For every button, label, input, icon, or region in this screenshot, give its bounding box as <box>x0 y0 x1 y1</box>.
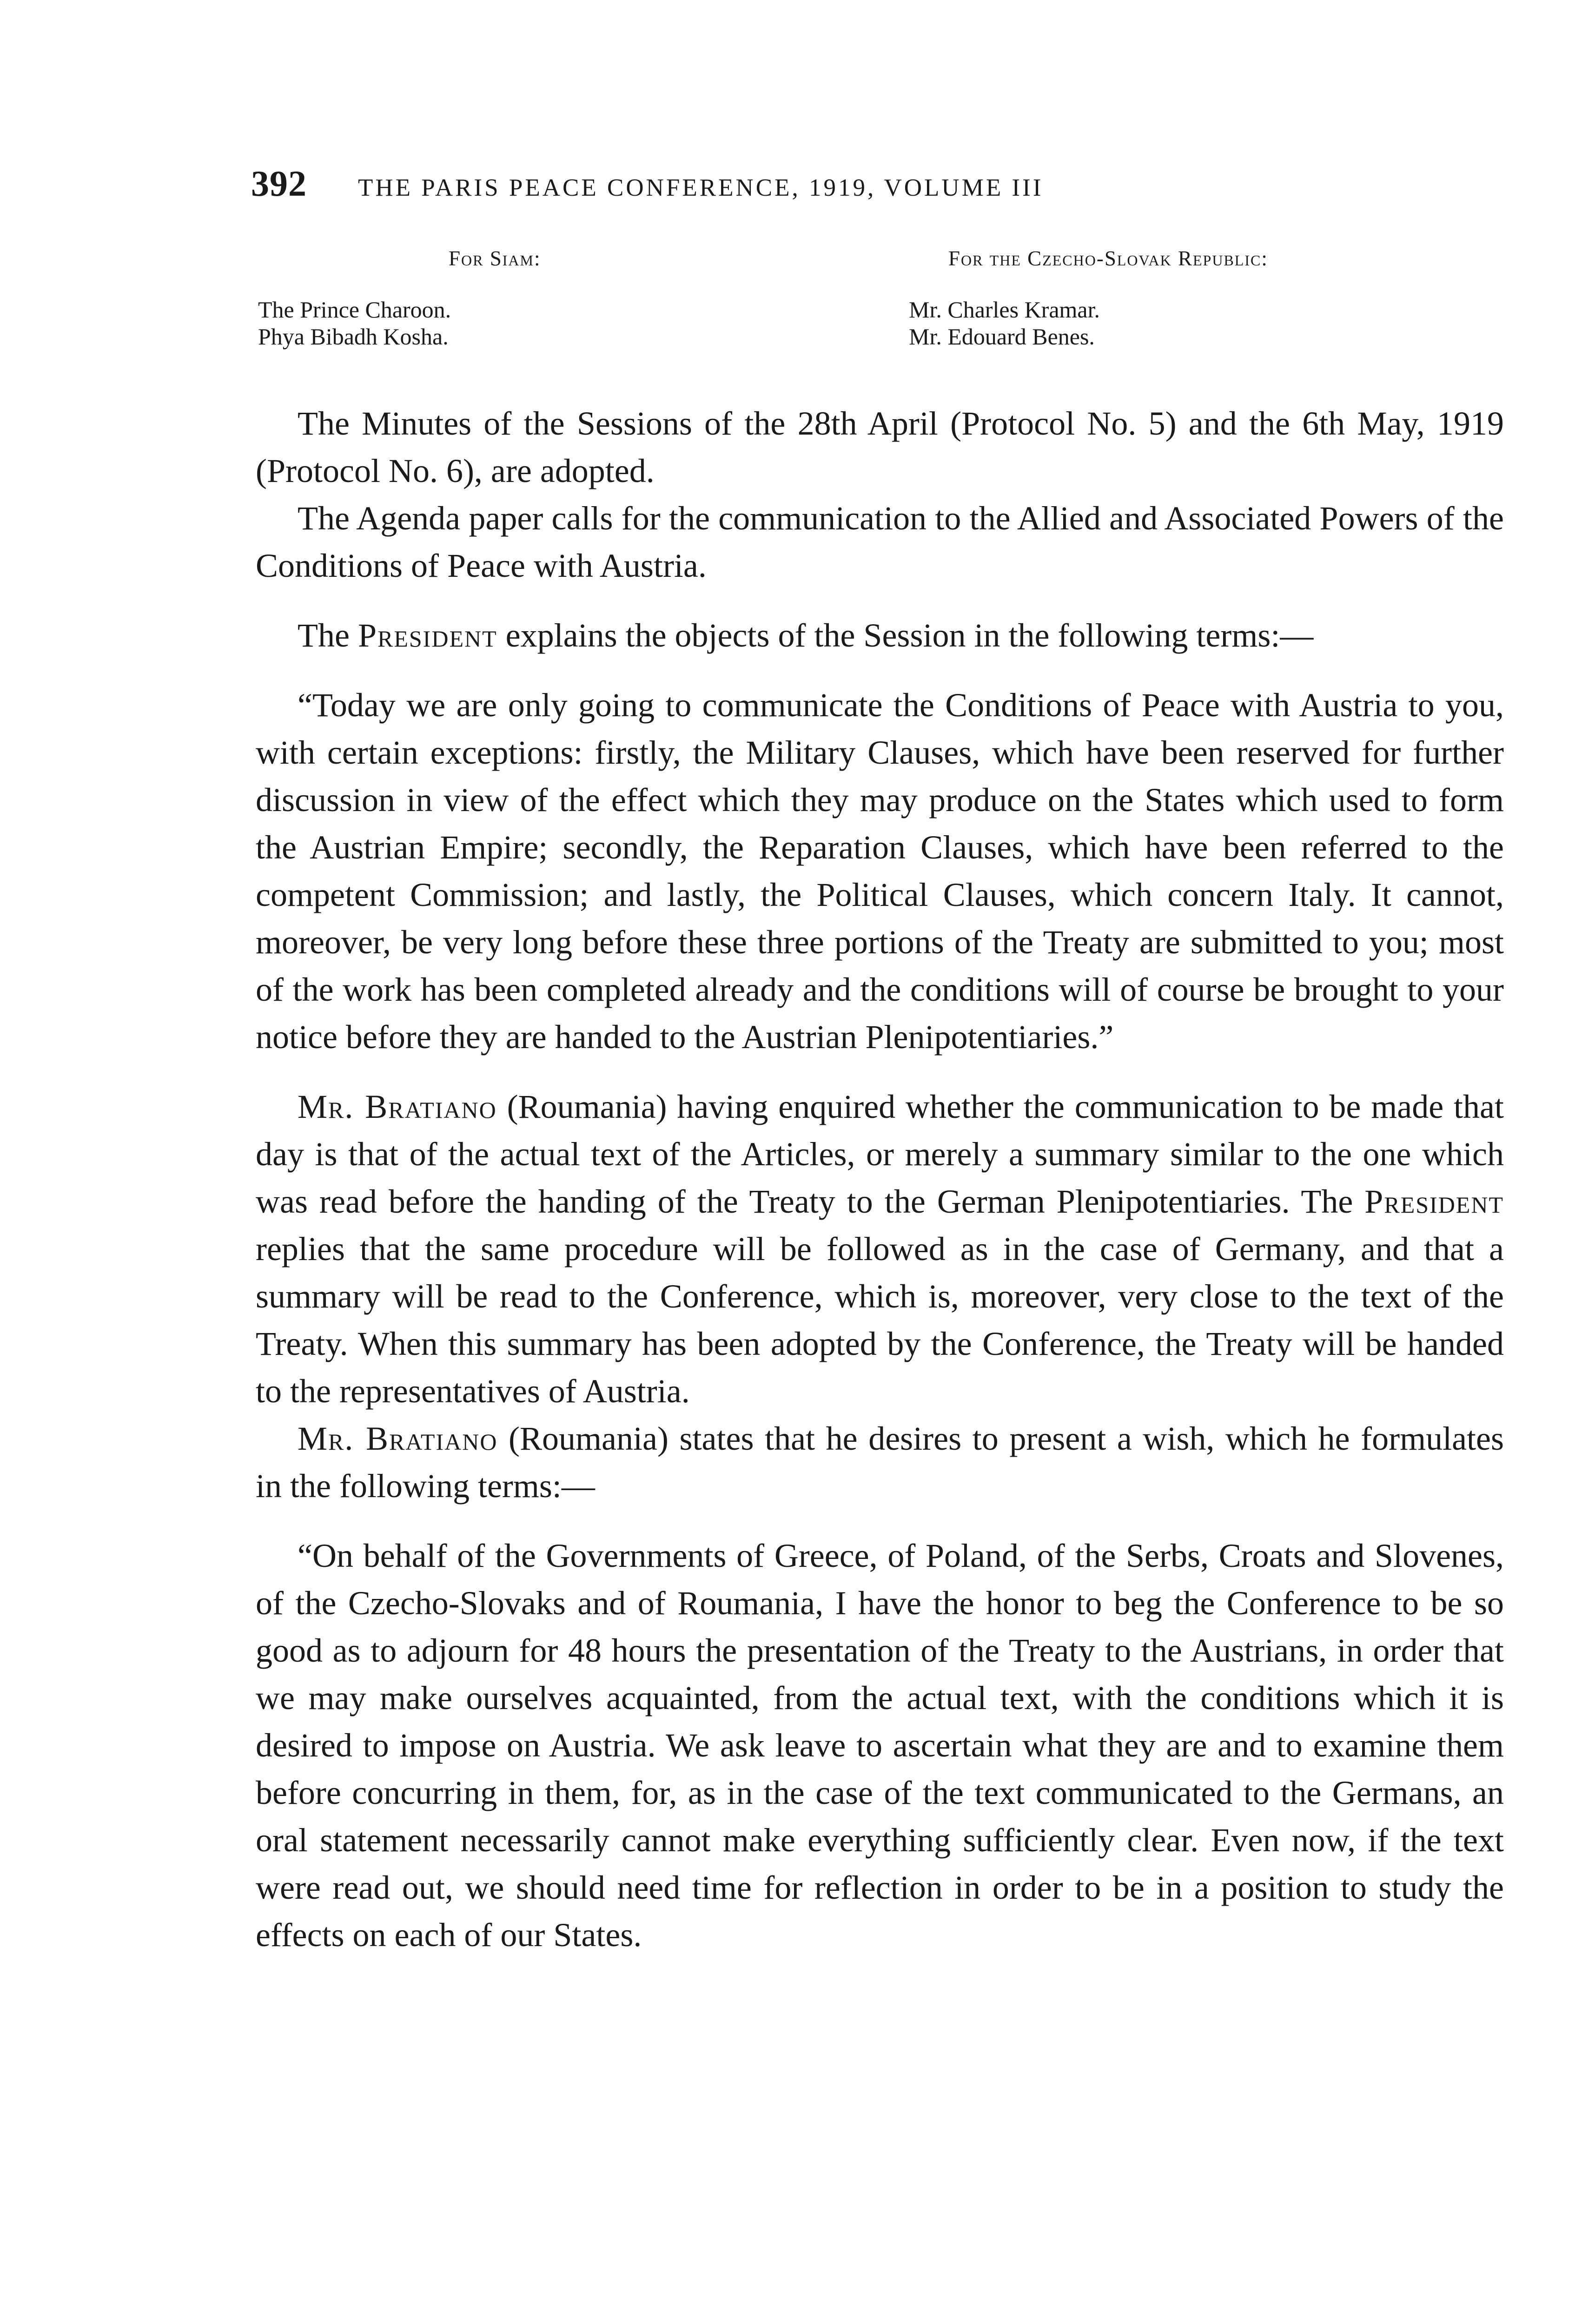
body-text <box>256 400 1504 1959</box>
paragraph-president-statement: “Today we are only going to communicate the Conditions of Peace with Austria to you, with certain exceptions: firstly, the Military Clauses, which have been reserved for further discussion in view of the effect which they may produce on the States which used to form the Austrian Empire; secondly, the Reparation Clauses, which have been referred to the competent Commission; and lastly, the Political Clauses, which concern Italy. It cannot, moreover, be very long before these three portions of the Treaty are submitted to you; most of the work has been completed already and the conditions will of course be brought to your notice before they are handed to the Austrian Plenipotentiaries.” <box>256 687 1504 1056</box>
paragraph-minutes: The Minutes of the Sessions of the 28th April (Protocol No. 5) and the 6th May, 1919 (Protocol No. 6), are adopted. <box>256 405 1504 489</box>
speaker-name: President <box>357 617 497 654</box>
signatory-siam <box>258 246 541 350</box>
signatory-name: The Prince Charoon. <box>258 297 451 323</box>
text-run: replies that the same procedure will be followed as in the case of Germany, and that a summary will be read to the Conference, which is, moreover, very close to the text of the Treaty. When this summary has been adopted by the Conference, the Treaty will be handed to the representatives of Austria. <box>256 1230 1504 1410</box>
signatories-block <box>258 246 1513 367</box>
signatory-name: Phya Bibadh Kosha. <box>258 324 449 350</box>
running-title: THE PARIS PEACE CONFERENCE, 1919, VOLUME III <box>358 174 1044 201</box>
speaker-name: President <box>1364 1183 1504 1220</box>
text-run: (Roumania) states that he desires to present a wish, which he formulates in the following terms:— <box>256 1420 1504 1505</box>
paragraph-bratiano-enquiry <box>256 1083 1504 1415</box>
signatory-heading: For the Czecho-Slovak Republic: <box>948 247 1268 270</box>
text-run: (Roumania) having enquired whether the communication to be made that day is that of the actual text of the Articles, or merely a summary similar to the one which was read before the handing of the Treaty to the German Plenipotentiaries. The <box>256 1088 1504 1220</box>
signatory-names <box>258 296 541 350</box>
signatory-czecho-slovak <box>909 246 1268 350</box>
paragraph-president-intro <box>256 612 1504 659</box>
signatory-names <box>909 296 1268 350</box>
running-header <box>251 163 1506 209</box>
signatory-name: Mr. Edouard Benes. <box>909 324 1095 350</box>
paragraph-bratiano-statement: “On behalf of the Governments of Greece, of Poland, of the Serbs, Croats and Slovenes, of the Czecho-Slovaks and of Roumania, I have the honor to beg the Conference to be so good as to adjourn for 48 hours the presentation of the Treaty to the Austrians, in order that we may make ourselves acquainted, from the actual text, with the conditions which it is desired to impose on Austria. We ask leave to ascertain what they are and to examine them before concurring in them, for, as in the case of the text communicated to the Germans, an oral statement necessarily cannot make everything sufficiently clear. Even now, if the text were read out, we should need time for reflection in order to be in a position to study the effects on each of our States. <box>256 1537 1504 1954</box>
speaker-name: Mr. Bratiano <box>298 1088 497 1125</box>
signatory-heading: For Siam: <box>449 247 541 270</box>
paragraph-bratiano-wish <box>256 1415 1504 1510</box>
page-number: 392 <box>251 163 307 204</box>
paragraph-agenda: The Agenda paper calls for the communication to the Allied and Associated Powers of the Conditions of Peace with Austria. <box>256 500 1504 584</box>
text-run: The <box>298 617 358 654</box>
signatory-name: Mr. Charles Kramar. <box>909 297 1100 323</box>
text-run: explains the objects of the Session in the following terms:— <box>497 617 1314 654</box>
speaker-name: Mr. Bratiano <box>298 1420 498 1457</box>
